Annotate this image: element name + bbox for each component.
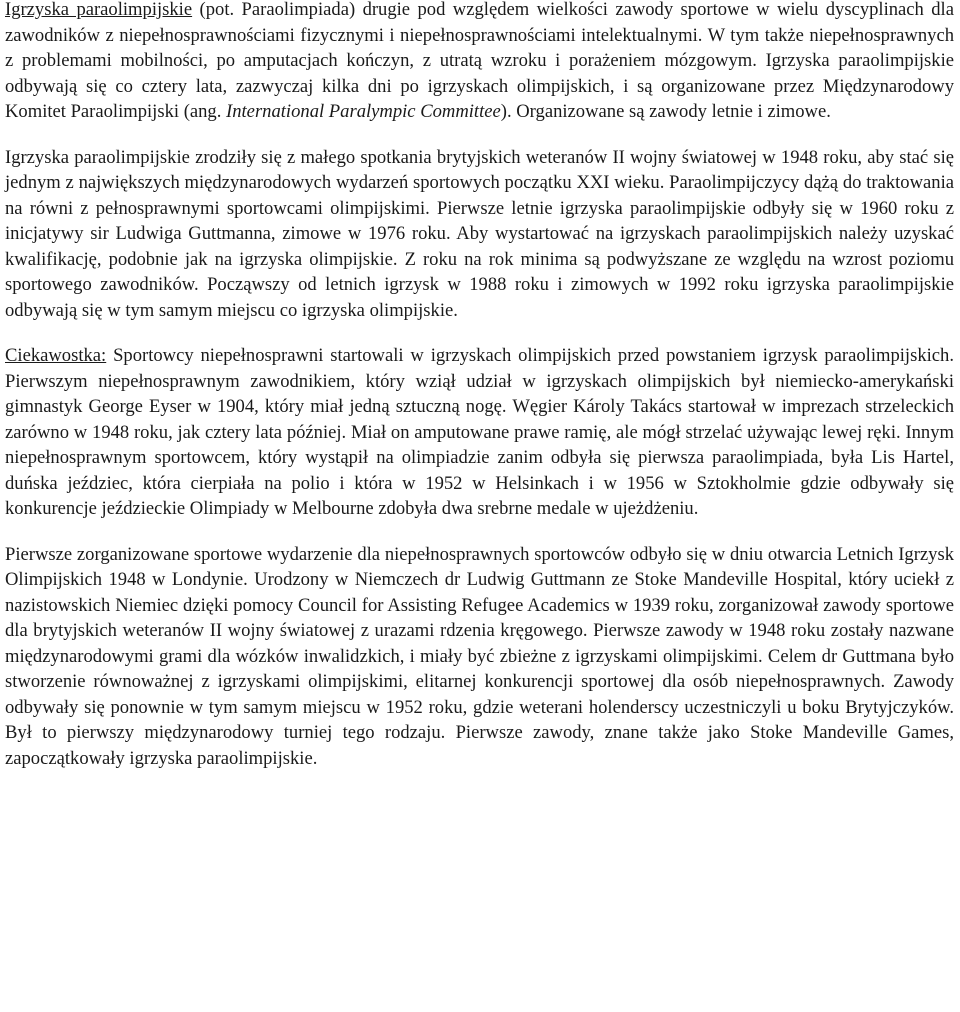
igrzyska-paraolimpijskie-link[interactable]: Igrzyska paraolimpijskie [5,0,193,20]
paragraph-curiosity [5,343,954,522]
paragraph-history: Igrzyska paraolimpijskie zrodziły się z małego spotkania brytyjskich weteranów II wojny światowej w 1948 roku, aby stać się jednym z największych międzynarodowych wydarzeń sportowych początku XXI wieku. Paraolimpijczycy dążą do traktowania na równi z pełnosprawnymi sportowcami olimpijskimi. Pierwsze letnie igrzyska paraolimpijskie odbyły się w 1960 roku z inicjatywy sir Ludwiga Guttmanna, zimowe w 1976 roku. Aby wystartować na igrzyskach paraolimpijskich należy uzyskać kwalifikację, podobnie jak na igrzyska olimpijskie. Z roku na rok minima są podwyższane ze względu na wzrost poziomu sportowego zawodników. Począwszy od letnich igrzysk w 1988 roku i zimowych w 1992 roku igrzyska paraolimpijskie odbywają się w tym samym miejscu co igrzyska olimpijskie. [5,146,954,321]
paragraph-intro [5,0,954,125]
paragraph-intro-text: (pot. Paraolimpiada) drugie pod względem wielkości zawody sportowe w wielu dyscyplinach dla zawodników z niepełnosprawnościami fizycznymi i niepełnosprawnościami intelektualnymi. W tym także niepełnosprawnych z problemami mobilności, po amputacjach kończyn, z utratą wzroku i porażeniem mózgowym. Igrzyska paraolimpijskie odbywają się co cztery lata, zazwyczaj kilka dni po igrzyskach olimpijskich, i są organizowane przez Międzynarodowy Komitet Paraolimpijski (ang. [5,0,954,122]
paragraph-first-event: Pierwsze zorganizowane sportowe wydarzenie dla niepełnosprawnych sportowców odbyło się w dniu otwarcia Letnich Igrzysk Olimpijskich 1948 w Londynie. Urodzony w Niemczech dr Ludwig Guttmann ze Stoke Mandeville Hospital, który uciekł z nazistowskich Niemiec dzięki pomocy Council for Assisting Refugee Academics w 1939 roku, zorganizował zawody sportowe dla brytyjskich weteranów II wojny światowej z urazami rdzenia kręgowego. Pierwsze zawody w 1948 roku zostały nazwane międzynarodowymi grami dla wózków inwalidzkich, i miały być zbieżne z igrzyskami olimpijskimi. Celem dr Guttmana było stworzenie równoważnej z igrzyskami olimpijskimi, elitarnej konkurencji sportowej dla osób niepełnosprawnych. Zawody odbywały się ponownie w tym samym miejscu w 1952 roku, gdzie weterani holenderscy uczestniczyli u boku Brytyjczyków. Był to pierwszy międzynarodowy turniej tego rodzaju. Pierwsze zawody, znane także jako Stoke Mandeville Games, zapoczątkowały igrzyska paraolimpijskie. [5,543,954,769]
curiosity-label: Ciekawostka: [5,345,107,366]
paragraph-intro-italic: International Paralympic Committee [226,101,501,122]
paragraph-intro-end: ). Organizowane są zawody letnie i zimowe. [500,101,831,122]
paragraph-curiosity-text: Sportowcy niepełnosprawni startowali w igrzyskach olimpijskich przed powstaniem igrzysk paraolimpijskich. Pierwszym niepełnosprawnym zawodnikiem, który wziął udział w igrzyskach olimpijskich był niemiecko-amerykański gimnastyk George Eyser w 1904, który miał jedną sztuczną nogę. Węgier Károly Takács startował w imprezach strzeleckich zarówno w 1948 roku, jak cztery lata później. Miał on amputowane prawe ramię, ale mógł strzelać używając lewej ręki. Innym niepełnosprawnym sportowcem, który wystąpił na olimpiadzie zanim odbyła się pierwsza paraolimpiada, była Lis Hartel, duńska jeździec, która cierpiała na polio i która w 1952 w Helsinkach i w 1956 w Sztokholmie gdzie odbywały się konkurencje jeździeckie Olimpiady w Melbourne zdobyła dwa srebrne medale w ujeżdżeniu. [5,345,954,519]
